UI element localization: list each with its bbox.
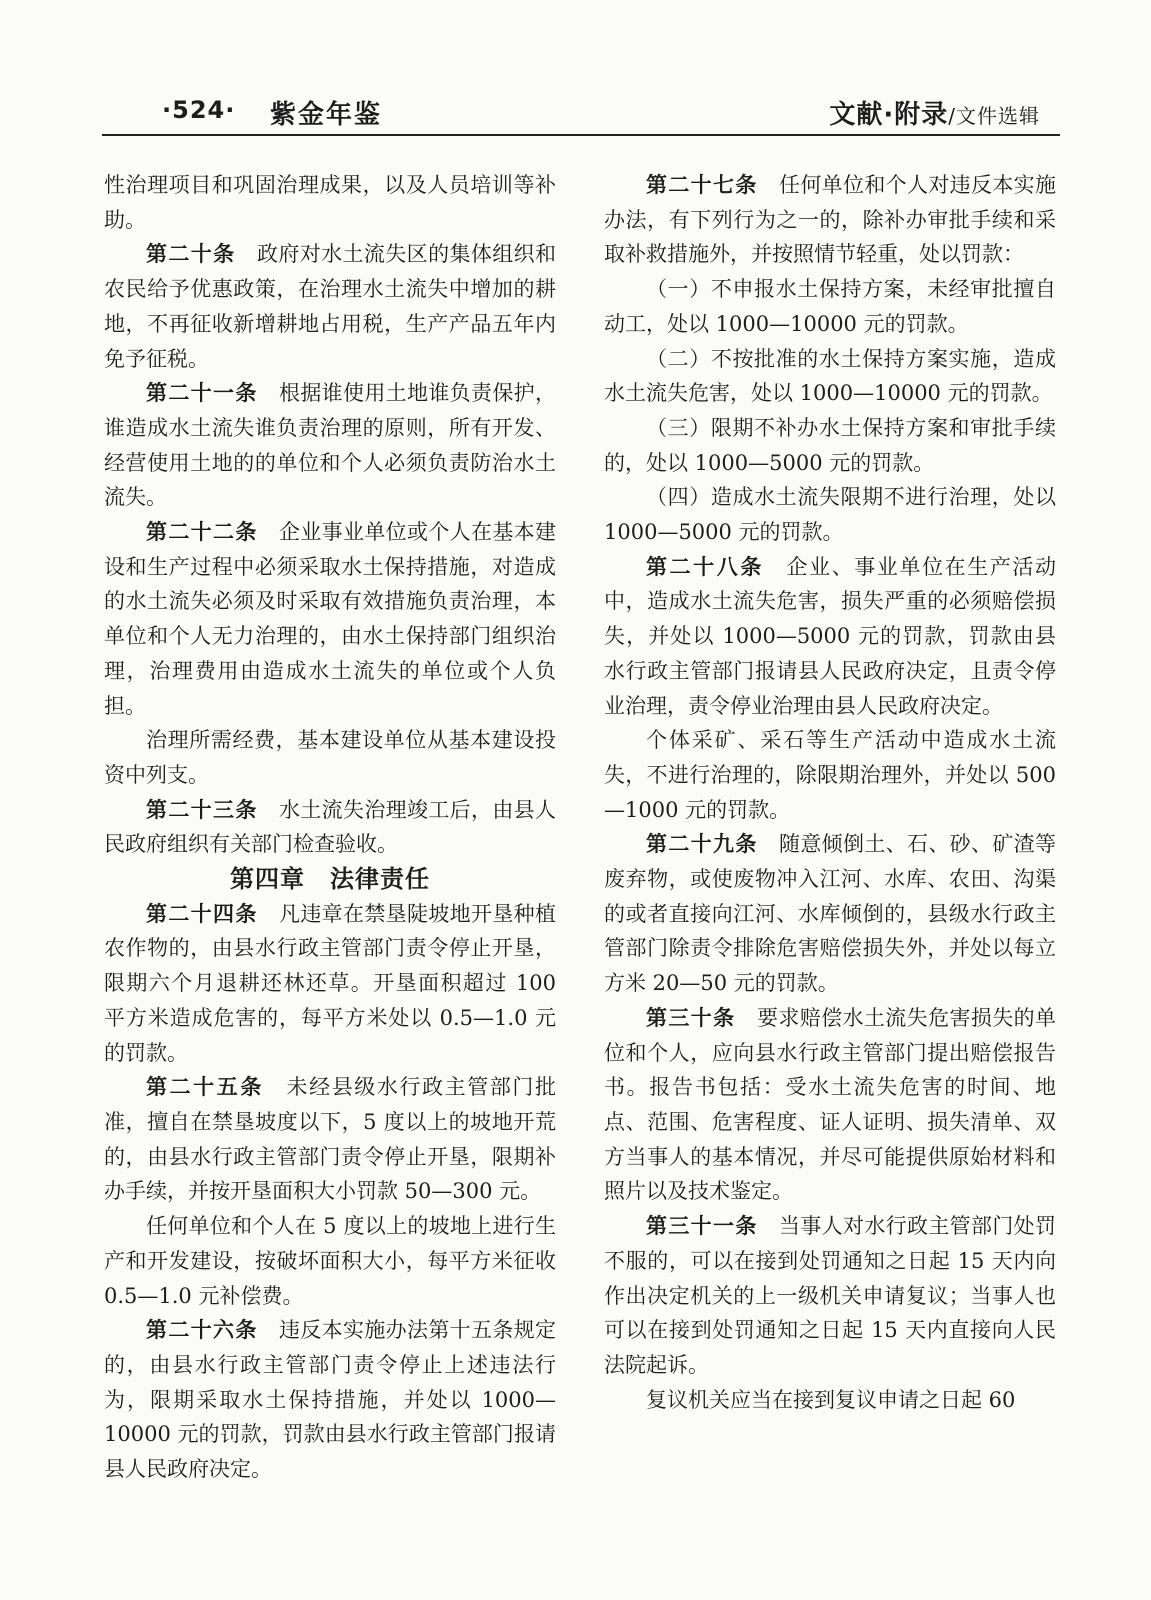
paragraph — [604, 342, 1056, 411]
paragraph-text: 治理所需经费，基本建设单位从基本建设投资中列支。 — [104, 728, 556, 787]
article-number: 第二十一条 — [146, 381, 258, 406]
paragraph — [604, 411, 1056, 480]
article-number: 第二十五条 — [146, 1075, 264, 1100]
page-number: ·524· — [162, 96, 236, 124]
paragraph — [104, 723, 556, 792]
article-number: 第三十一条 — [646, 1214, 758, 1239]
paragraph-text: 要求赔偿水土流失危害损失的单位和个人，应向县水行政主管部门提出赔偿报告书。报告书包括：受水土流失危害的时间、地点、范围、危害程度、证人证明、损失清单、双方当事人的基本情况，并尽可能提供原始材料和照片以及技术鉴定。 — [604, 1005, 1057, 1204]
article-number: 第二十九条 — [646, 832, 758, 857]
paragraph — [104, 1209, 556, 1313]
paragraph-text: 任何单位和个人在 5 度以上的坡地上进行生产和开发建设，按破坏面积大小，每平方米征收 0.5—1.0 元补偿费。 — [104, 1214, 556, 1308]
paragraph — [604, 480, 1056, 549]
chapter-heading: 第四章 法律责任 — [230, 865, 430, 894]
yearbook-title: 紫金年鉴 — [270, 100, 383, 130]
paragraph — [604, 272, 1056, 341]
paragraph — [604, 1383, 1056, 1418]
subsection-name: /文件选辑 — [948, 104, 1040, 128]
article-number: 第二十四条 — [146, 901, 258, 926]
article-number: 第二十七条 — [646, 173, 758, 197]
section-title — [829, 94, 1040, 131]
paragraph — [604, 723, 1056, 827]
paragraph-text: 性治理项目和巩固治理成果，以及人员培训等补助。 — [104, 173, 556, 232]
paragraph — [104, 376, 556, 515]
paragraph-text: 复议机关应当在接到复议申请之日起 60 — [646, 1387, 1016, 1412]
header-rule — [102, 134, 1060, 136]
paragraph — [604, 1001, 1056, 1209]
paragraph — [104, 168, 556, 237]
paragraph-text: （二）不按批准的水土保持方案实施，造成水土流失危害，处以 1000—10000 元的罚款。 — [604, 346, 1056, 406]
paragraph-text: 凡违章在禁垦陡坡地开垦种植农作物的，由县水行政主管部门责令停止开垦，限期六个月退耕还林还草。开垦面积超过 100 平方米造成危害的，每平方米处以 0.5—1.0 元的罚款。 — [104, 901, 557, 1065]
article-number: 第二十二条 — [146, 520, 258, 545]
article-number: 第三十条 — [646, 1005, 736, 1030]
right-column — [604, 168, 1056, 1417]
paragraph-text: 企业、事业单位在生产活动中，造成水土流失危害，损失严重的必须赔偿损失，并处以 1000—5000 元的罚款，罚款由县水行政主管部门报请县人民政府决定，且责令停业治理，责令停业治理由县人民政府决定。 — [604, 554, 1057, 718]
article-number: 第二十三条 — [146, 797, 258, 822]
paragraph-text: 随意倾倒土、石、砂、矿渣等废弃物，或使废物冲入江河、水库、农田、沟渠的或者直接向江河、水库倾倒的，县级水行政主管部门除责令排除危害赔偿损失外，并处以每立方米 20—50 元的罚款。 — [604, 832, 1057, 996]
paragraph-text: 政府对水土流失区的集体组织和农民给予优惠政策，在治理水土流失中增加的耕地，不再征收新增耕地占用税，生产产品五年内免予征税。 — [104, 242, 557, 371]
paragraph — [604, 168, 1056, 272]
paragraph — [104, 793, 556, 862]
paragraph-text: 个体采矿、采石等生产活动中造成水土流失，不进行治理的，除限期治理外，并处以 500—1000 元的罚款。 — [604, 728, 1056, 822]
paragraph-text: 当事人对水行政主管部门处罚不服的，可以在接到处罚通知之日起 15 天内向作出决定机关的上一级机关申请复议；当事人也可以在接到处罚通知之日起 15 天内直接向人民法院起诉。 — [604, 1214, 1057, 1377]
paragraph-text: 根据谁使用土地谁负责保护，谁造成水土流失谁负责治理的原则，所有开发、经营使用土地的的单位和个人必须负责防治水土流失。 — [104, 381, 557, 510]
paragraph — [104, 897, 556, 1071]
paragraph — [604, 550, 1056, 724]
paragraph-text: （一）不申报水土保持方案，未经审批擅自动工，处以 1000—10000 元的罚款。 — [604, 277, 1056, 336]
paragraph — [104, 237, 556, 376]
paragraph-text: 未经县级水行政主管部门批准，擅自在禁垦坡度以下，5 度以上的坡地开荒的，由县水行政主管部门责令停止开垦，限期补办手续，并按开垦面积大小罚款 50—300 元。 — [104, 1075, 557, 1204]
paragraph-text: （四）造成水土流失限期不进行治理，处以 1000—5000 元的罚款。 — [604, 485, 1056, 545]
article-number: 第二十六条 — [146, 1318, 258, 1343]
paragraph-text: 水土流失治理竣工后，由县人民政府组织有关部门检查验收。 — [104, 797, 557, 857]
article-number: 第二十八条 — [646, 554, 764, 579]
paragraph-text: （三）限期不补办水土保持方案和审批手续的，处以 1000—5000 元的罚款。 — [604, 415, 1056, 475]
paragraph-text: 企业事业单位或个人在基本建设和生产过程中必须采取水土保持措施，对造成的水土流失必须及时采取有效措施负责治理，本单位和个人无力治理的，由水土保持部门组织治理，治理费用由造成水土流失的单位或个人负担。 — [104, 520, 557, 718]
article-number: 第二十条 — [146, 242, 236, 267]
page-header — [102, 92, 1060, 136]
paragraph-text: 违反本实施办法第十五条规定的，由县水行政主管部门责令停止上述违法行为，限期采取水土保持措施，并处以 1000—10000 元的罚款，罚款由县水行政主管部门报请县人民政府决定。 — [104, 1318, 557, 1482]
paragraph-text: 任何单位和个人对违反本实施办法，有下列行为之一的，除补办审批手续和采取补救措施外，并按照情节轻重，处以罚款： — [604, 173, 1057, 267]
section-name: 文献·附录 — [829, 100, 949, 130]
paragraph — [604, 1209, 1056, 1383]
paragraph — [104, 1070, 556, 1209]
paragraph — [104, 515, 556, 723]
left-column — [104, 168, 556, 1487]
paragraph — [104, 1313, 556, 1487]
paragraph — [604, 827, 1056, 1001]
